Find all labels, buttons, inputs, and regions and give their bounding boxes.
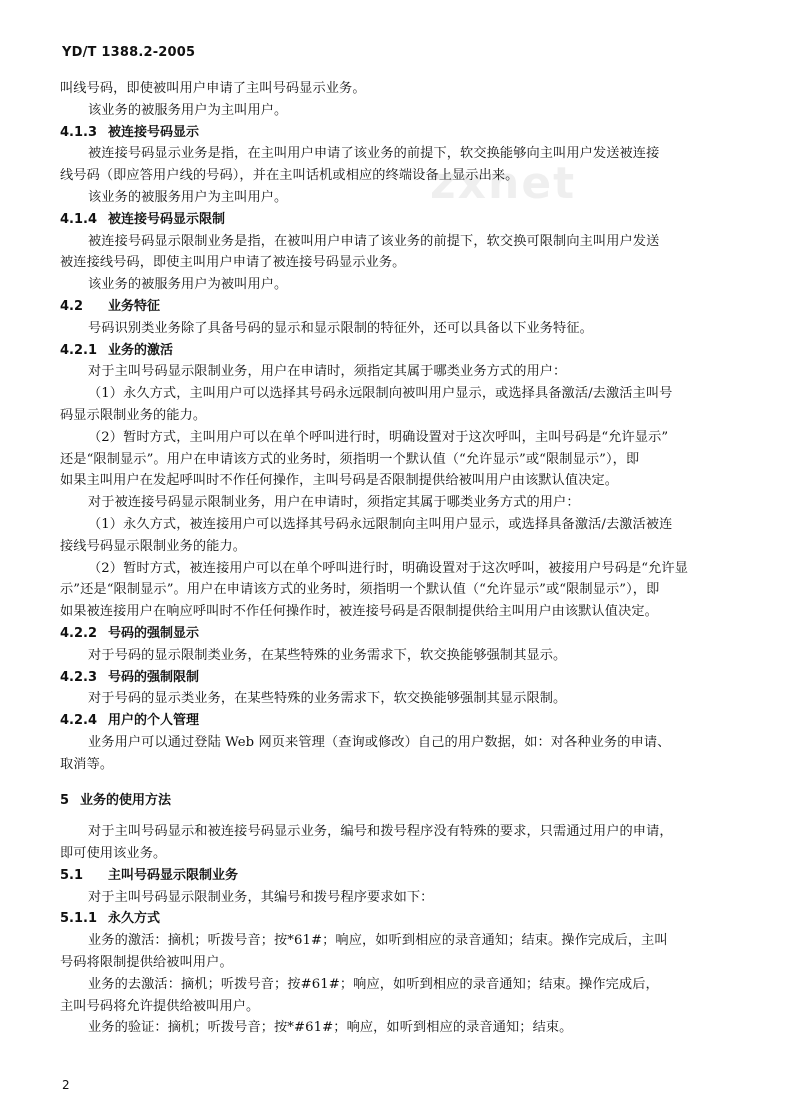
section-number: 5.1 [60, 867, 84, 883]
paragraph-continuation: 如果主叫用户在发起呼叫时不作任何操作，主叫号码是否限制提供给被叫用户由该默认值决定。 [60, 473, 619, 489]
section-number: 4.2.3 [60, 669, 98, 685]
paragraph-line: 被连接号码显示业务是指，在主叫用户申请了该业务的前提下，软交换能够向主叫用户发送被连接 [88, 146, 660, 162]
section-title: 业务的使用方法 [80, 792, 172, 808]
section-title: 业务特征 [108, 298, 161, 314]
section-number: 4.2.1 [60, 342, 98, 358]
section-heading [60, 340, 768, 362]
section-title: 用户的个人管理 [108, 713, 200, 729]
section-heading [60, 296, 768, 318]
paragraph-line: 该业务的被服务用户为主叫用户。 [88, 102, 288, 118]
paragraph-line: 业务的激活：摘机；听拨号音；按*61#；响应，如听到相应的录音通知；结束。操作完成后，主叫 [88, 933, 668, 949]
paragraph-continuation: 取消等。 [60, 756, 114, 772]
paragraph-line: 被连接号码显示限制业务是指，在被叫用户申请了该业务的前提下，软交换可限制向主叫用户发送 [88, 233, 660, 249]
paragraph-continuation: 即可使用该业务。 [60, 846, 167, 862]
section-heading [60, 710, 768, 732]
section-heading [60, 865, 768, 887]
section-heading [60, 667, 768, 689]
paragraph-line: （1）永久方式，主叫用户可以选择其号码永远限制向被叫用户显示，或选择具备激活/去激活主叫号 [88, 386, 673, 402]
section-heading [60, 623, 768, 645]
paragraph-line: （2）暂时方式，主叫用户可以在单个呼叫进行时，明确设置对于这次呼叫，主叫号码是“允许显示” [88, 429, 669, 445]
section-title: 主叫号码显示限制业务 [108, 867, 239, 883]
section-heading [60, 122, 768, 144]
paragraph-continuation: 还是“限制显示”。用户在申请该方式的业务时，须指明一个默认值（“允许显示”或“限制显示”），即 [60, 451, 640, 467]
paragraph-line: 业务的去激活：摘机；听拨号音；按#61#；响应，如听到相应的录音通知；结束。操作完成后， [88, 976, 659, 992]
section-title: 业务的激活 [108, 342, 174, 358]
section-number: 4.2.2 [60, 625, 98, 641]
paragraph-continuation: 叫线号码，即使被叫用户申请了主叫号码显示业务。 [60, 81, 366, 96]
paragraph-continuation: 主叫号码将允许提供给被叫用户。 [60, 998, 260, 1014]
watermark: zxnet [430, 158, 577, 209]
page-number: 2 [62, 1078, 70, 1092]
paragraph-line: 对于被连接号码显示限制业务，用户在申请时，须指定其属于哪类业务方式的用户： [88, 495, 580, 511]
section-number: 5.1.1 [60, 911, 98, 927]
paragraph-line: 该业务的被服务用户为被叫用户。 [88, 277, 288, 293]
section-title: 被连接号码显示限制 [108, 211, 226, 227]
paragraph-continuation: 号码将限制提供给被叫用户。 [60, 955, 233, 971]
paragraph-continuation: 如果被连接用户在响应呼叫时不作任何操作时，被连接号码是否限制提供给主叫用户由该默认值决定。 [60, 604, 658, 620]
paragraph-line: 对于号码的显示限制类业务，在某些特殊的业务需求下，软交换能够强制其显示。 [88, 647, 567, 663]
header-doc-id: YD/T 1388.2-2005 [62, 45, 196, 60]
paragraph-continuation: 示”还是“限制显示”。用户在申请该方式的业务时，须指明一个默认值（“允许显示”或“限制显示”），即 [60, 582, 660, 598]
paragraph-line: 对于号码的显示类业务，在某些特殊的业务需求下，软交换能够强制其显示限制。 [88, 691, 567, 707]
section-title: 号码的强制限制 [108, 669, 200, 685]
paragraph-continuation: 接线号码显示限制业务的能力。 [60, 538, 247, 554]
section-heading [60, 790, 768, 812]
paragraph-continuation: 码显示限制业务的能力。 [60, 407, 207, 423]
section-number: 5 [60, 792, 70, 808]
paragraph-line: （2）暂时方式，被连接用户可以在单个呼叫进行时，明确设置对于这次呼叫，被接用户号码是“允许显 [88, 560, 688, 576]
paragraph-continuation: 线号码（即应答用户线的号码），并在主叫话机或相应的终端设备上显示出来。 [60, 168, 519, 184]
section-number: 4.2 [60, 298, 84, 314]
section-title: 被连接号码显示 [108, 124, 200, 140]
paragraph-line: （1）永久方式，被连接用户可以选择其号码永远限制向主叫用户显示，或选择具备激活/去激活被连 [88, 516, 673, 532]
paragraph-line: 对于主叫号码显示限制业务，其编号和拨号程序要求如下： [88, 889, 434, 905]
section-number: 4.1.4 [60, 211, 98, 227]
paragraph-line: 对于主叫号码显示和被连接号码显示业务，编号和拨号程序没有特殊的要求，只需通过用户的申请， [88, 824, 673, 840]
paragraph-line: 对于主叫号码显示限制业务，用户在申请时，须指定其属于哪类业务方式的用户： [88, 364, 567, 380]
section-title: 号码的强制显示 [108, 625, 200, 641]
section-heading [60, 908, 768, 930]
section-title: 永久方式 [108, 911, 161, 927]
section-number: 4.1.3 [60, 124, 98, 140]
paragraph-line: 业务的验证：摘机；听拨号音；按*#61#；响应，如听到相应的录音通知；结束。 [88, 1020, 573, 1036]
section-number: 4.2.4 [60, 713, 98, 729]
document-body [60, 78, 768, 1039]
paragraph-continuation: 被连接线号码，即使主叫用户申请了被连接号码显示业务。 [60, 255, 406, 271]
paragraph-line: 号码识别类业务除了具备号码的显示和显示限制的特征外，还可以具备以下业务特征。 [88, 320, 593, 336]
paragraph-line: 该业务的被服务用户为主叫用户。 [88, 189, 288, 205]
paragraph-line: 业务用户可以通过登陆 Web 网页来管理（查询或修改）自己的用户数据，如：对各种业务的申请、 [88, 734, 671, 750]
section-heading [60, 209, 768, 231]
